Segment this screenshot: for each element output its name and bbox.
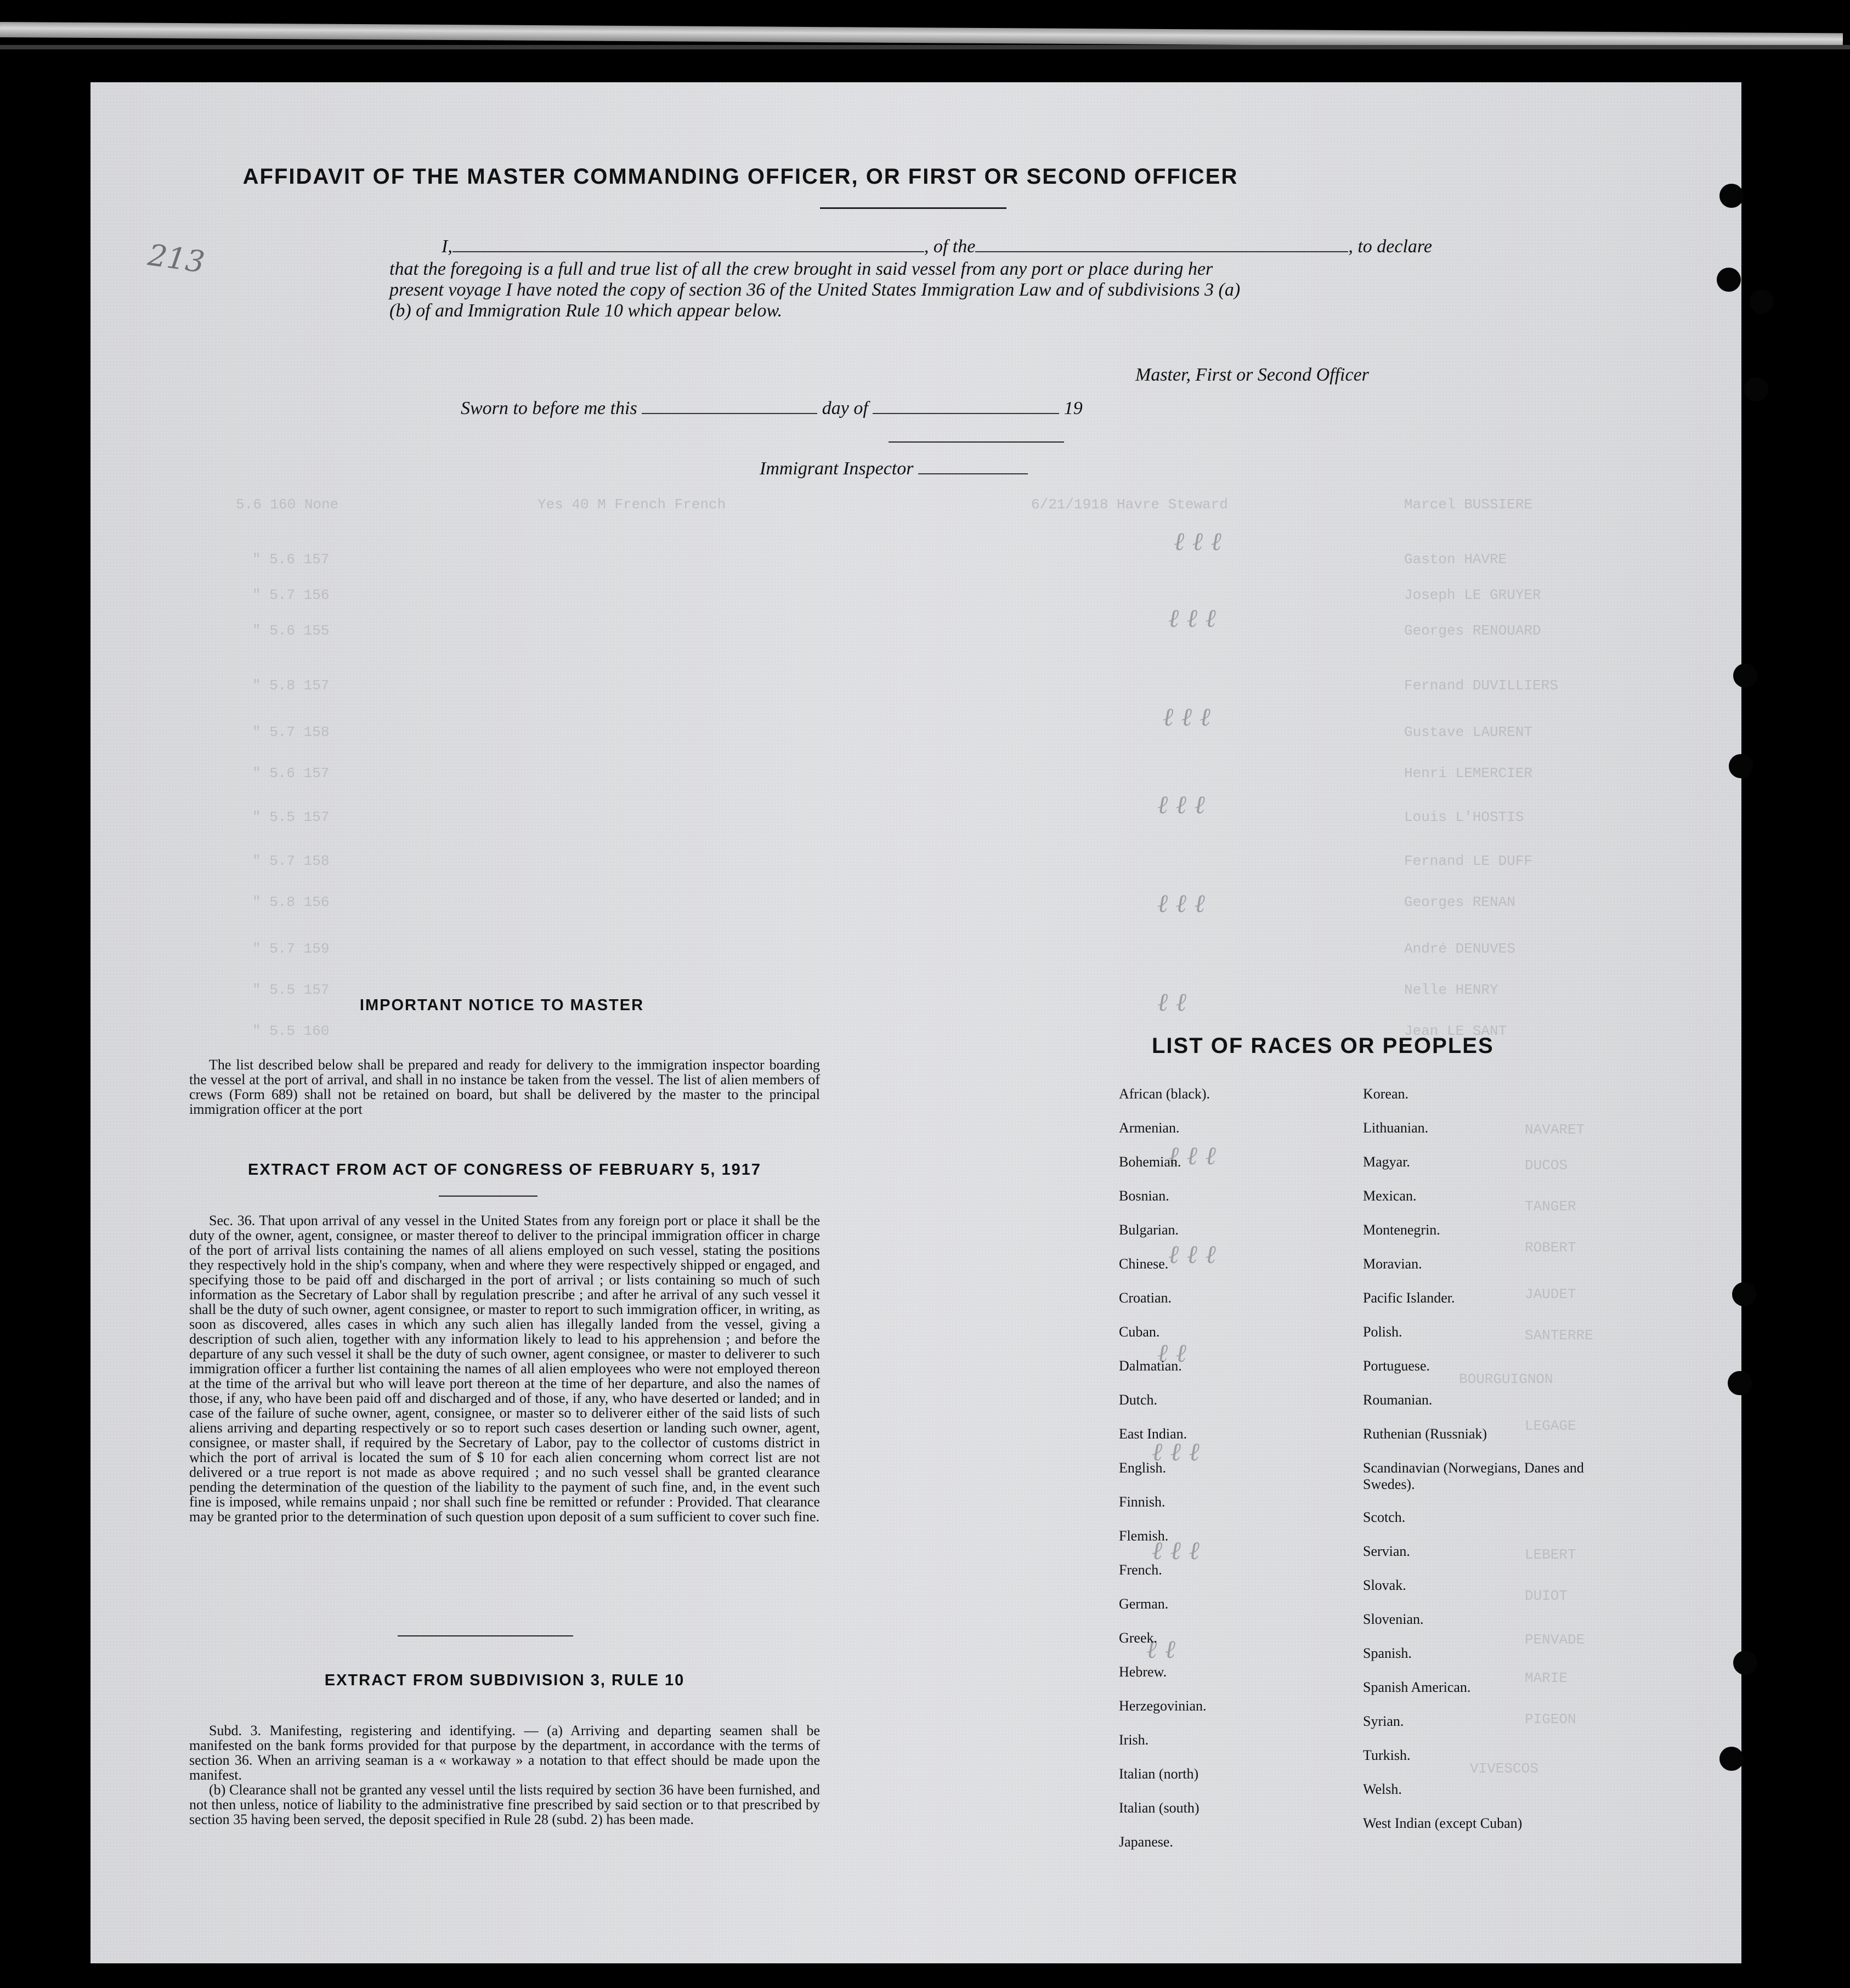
affidavit-line-3: present voyage I have noted the copy of section 36 of the United States Immigration Law and of subdivisions 3 (a) xyxy=(389,280,1241,300)
race-item-right: Scandinavian (Norwegians, Danes and Swedes). xyxy=(1363,1460,1584,1492)
race-item-left: Bulgarian. xyxy=(1119,1222,1179,1238)
race-item-left: East Indian. xyxy=(1119,1426,1187,1442)
i-label: I, xyxy=(442,236,452,257)
affidavit-line-4: (b) of and Immigration Rule 10 which appear below. xyxy=(389,301,783,321)
extract-act-heading: EXTRACT FROM ACT OF CONGRESS OF FEBRUARY 5, 1917 xyxy=(247,1161,762,1179)
race-item-right: Spanish. xyxy=(1363,1645,1412,1661)
race-item-left: Cuban. xyxy=(1119,1324,1160,1340)
race-item-left: Japanese. xyxy=(1119,1834,1173,1850)
race-item-left: African (black). xyxy=(1119,1086,1210,1102)
extract-rule-text xyxy=(189,1723,820,1827)
important-notice-paragraph: The list described below shall be prepared and ready for delivery to the immigration inspector boarding the vessel at the port of arrival, and shall in no instance be taken from the vessel. The list of alien members of crews (Form 689) shall not be retained on board, but shall be delivered by the master to the principal immigration officer at the port xyxy=(189,1057,820,1117)
punch-hole-icon xyxy=(1717,268,1741,292)
punch-hole-icon xyxy=(1744,377,1768,401)
race-item-left: Greek. xyxy=(1119,1630,1158,1646)
margin-page-number: 213 xyxy=(146,237,207,280)
race-item-left: Irish. xyxy=(1119,1732,1149,1748)
race-item-right: Montenegrin. xyxy=(1363,1222,1440,1238)
inspector-sign-line xyxy=(889,441,1064,443)
race-item-left: Bohemian. xyxy=(1119,1154,1181,1170)
extract-rule-heading: EXTRACT FROM SUBDIVISION 3, RULE 10 xyxy=(324,1672,685,1689)
extract-act-underline xyxy=(439,1196,538,1197)
race-item-right: Portuguese. xyxy=(1363,1358,1430,1374)
race-item-right: Polish. xyxy=(1363,1324,1402,1340)
race-item-right: Syrian. xyxy=(1363,1713,1404,1729)
race-item-left: Herzegovinian. xyxy=(1119,1698,1207,1714)
to-declare-label: , to declare xyxy=(1348,236,1432,257)
race-item-left: Dutch. xyxy=(1119,1392,1158,1408)
race-item-right: Scotch. xyxy=(1363,1509,1406,1525)
race-item-left: English. xyxy=(1119,1460,1166,1476)
paper-edge-shadow xyxy=(0,45,1850,49)
race-item-right: Moravian. xyxy=(1363,1256,1422,1272)
punch-hole-icon xyxy=(1719,184,1744,208)
affidavit-title: AFFIDAVIT OF THE MASTER COMMANDING OFFICER, OR FIRST OR SECOND OFFICER xyxy=(242,165,1238,189)
races-right-column xyxy=(1363,1086,1604,1849)
race-item-right: Korean. xyxy=(1363,1086,1409,1102)
vessel-blank[interactable] xyxy=(975,236,1348,252)
race-item-left: Armenian. xyxy=(1119,1120,1180,1136)
affidavit-line-2: that the foregoing is a full and true list of all the crew brought in said vessel from any port or place during her xyxy=(389,259,1213,279)
name-blank[interactable] xyxy=(452,236,924,252)
affidavit-line-1 xyxy=(442,236,1440,257)
extract-act-text xyxy=(189,1213,820,1524)
punch-hole-icon xyxy=(1733,1651,1757,1675)
race-item-right: Servian. xyxy=(1363,1543,1410,1559)
sworn-month-blank[interactable] xyxy=(873,398,1059,414)
race-item-left: Finnish. xyxy=(1119,1494,1166,1510)
extract-act-end-rule xyxy=(398,1635,573,1636)
race-item-left: Chinese. xyxy=(1119,1256,1169,1272)
race-item-right: Turkish. xyxy=(1363,1747,1411,1763)
race-item-right: West Indian (except Cuban) xyxy=(1363,1815,1523,1831)
race-item-left: Italian (south) xyxy=(1119,1800,1200,1816)
race-item-left: Hebrew. xyxy=(1119,1664,1167,1680)
inspector-line xyxy=(760,458,1028,479)
important-notice-text xyxy=(189,1057,820,1117)
race-item-left: Bosnian. xyxy=(1119,1188,1169,1204)
race-item-right: Pacific Islander. xyxy=(1363,1290,1455,1306)
race-item-right: Mexican. xyxy=(1363,1188,1417,1204)
title-underline xyxy=(820,207,1006,209)
race-item-right: Slovak. xyxy=(1363,1577,1406,1593)
race-item-right: Spanish American. xyxy=(1363,1679,1471,1695)
inspector-blank[interactable] xyxy=(918,458,1028,474)
sworn-line xyxy=(461,398,1083,419)
race-item-left: French. xyxy=(1119,1562,1162,1578)
race-item-right: Ruthenian (Russniak) xyxy=(1363,1426,1487,1442)
race-item-right: Magyar. xyxy=(1363,1154,1410,1170)
race-item-right: Slovenian. xyxy=(1363,1611,1424,1627)
of-the-label: , of the xyxy=(924,236,976,257)
punch-hole-icon xyxy=(1729,754,1753,778)
race-item-left: Flemish. xyxy=(1119,1528,1169,1544)
race-item-left: Italian (north) xyxy=(1119,1766,1199,1782)
inspector-label: Immigrant Inspector xyxy=(760,458,914,479)
race-item-left: Croatian. xyxy=(1119,1290,1172,1306)
races-left-column xyxy=(1119,1086,1210,1868)
rule-10-paragraph-b: (b) Clearance shall not be granted any vessel until the lists required by section 36 have been furnished, and not then unless, notice of liability to the administrative fine prescribed by said section or to that prescribed by section 35 having been served, the deposit specified in Rule 28 (subd. 2) has been made. xyxy=(189,1782,820,1827)
scanner-background xyxy=(0,0,1850,52)
punch-hole-icon xyxy=(1728,1371,1752,1395)
punch-hole-icon xyxy=(1732,1282,1756,1306)
important-notice-heading: IMPORTANT NOTICE TO MASTER xyxy=(359,996,644,1014)
race-item-right: Lithuanian. xyxy=(1363,1120,1429,1136)
race-item-left: Dalmatian. xyxy=(1119,1358,1182,1374)
day-of-label: day of xyxy=(822,398,868,418)
section-36-paragraph: Sec. 36. That upon arrival of any vessel in the United States from any foreign port or place it shall be the duty of the owner, agent, consignee, or master thereof to deliver to the principal immigration officer in charge of the port of arrival lists containing the names of all aliens employed on such vessel, stating the positions they respectively hold in the ship's company, when and where they were respectively shipped or engaged, and specifying those to be paid off and discharged in the port of arrival ; or lists containing so much of such information as the Secretary of Labor shall by regulation prescribe ; and after he arrival of any such vessel it shall be the duty of such owner, agent consignee, or master to report to such immigration officer, in writing, as soon as discovered, alles cases in which any such alien has illegally landed from the vessel, giving a description of such alien, together with any information likely to lead to his apprehension ; and before the departure of any such vessel it shall be the duty of such owner, agent consignee, or master to deliverer to such immigration officer a further list containing the names of all alien employees who were not employed thereon at the time of the arrival but who will leave port thereon at the time of her departure, and also the names of those, if any, who have been paid off and discharged and of those, if any, who have deserted or landed; and in case of the failure of suche owner, agent, consignee, or master so to deliverer either of the said lists of such aliens arriving and departing respectively or so to report such cases desertion or landing such owner, agent, consignee, or master shall, if required by the Secretary of Labor, pay to the collector of customs district in which the port of arrival is located the sum of $ 10 for each alien concerning whom correct list are not delivered or a true report is not made as above required ; and no such vessel shall be granted clearance pending the determination of the question of the liability to the payment of such fine, and, in the event such fine is imposed, while remains unpaid ; nor shall such fine be remitted or refunder : Provided. That clearance may be granted prior to the determination of such question upon deposit of a sum sufficient to cover such fine. xyxy=(189,1213,820,1525)
race-item-left: German. xyxy=(1119,1596,1169,1612)
punch-hole-icon xyxy=(1719,1747,1744,1771)
punch-hole-icon xyxy=(1733,664,1757,688)
sworn-label: Sworn to before me this xyxy=(461,398,637,418)
year-prefix: 19 xyxy=(1063,398,1083,418)
rule-10-paragraph-a: Subd. 3. Manifesting, registering and identifying. — (a) Arriving and departing seamen shall be manifested on the bank forms provided for that purpose by the department, in accordance with the terms of section 36. When an arriving seaman is a « workaway » a notation to that effect should be made upon the manifest. xyxy=(189,1723,820,1783)
races-heading: LIST OF RACES OR PEOPLES xyxy=(1152,1034,1494,1058)
sworn-day-blank[interactable] xyxy=(642,398,817,414)
master-signature-label: Master, First or Second Officer xyxy=(1135,365,1369,385)
punch-hole-icon xyxy=(1750,290,1774,314)
race-item-right: Welsh. xyxy=(1363,1781,1402,1797)
race-item-right: Roumanian. xyxy=(1363,1392,1433,1408)
